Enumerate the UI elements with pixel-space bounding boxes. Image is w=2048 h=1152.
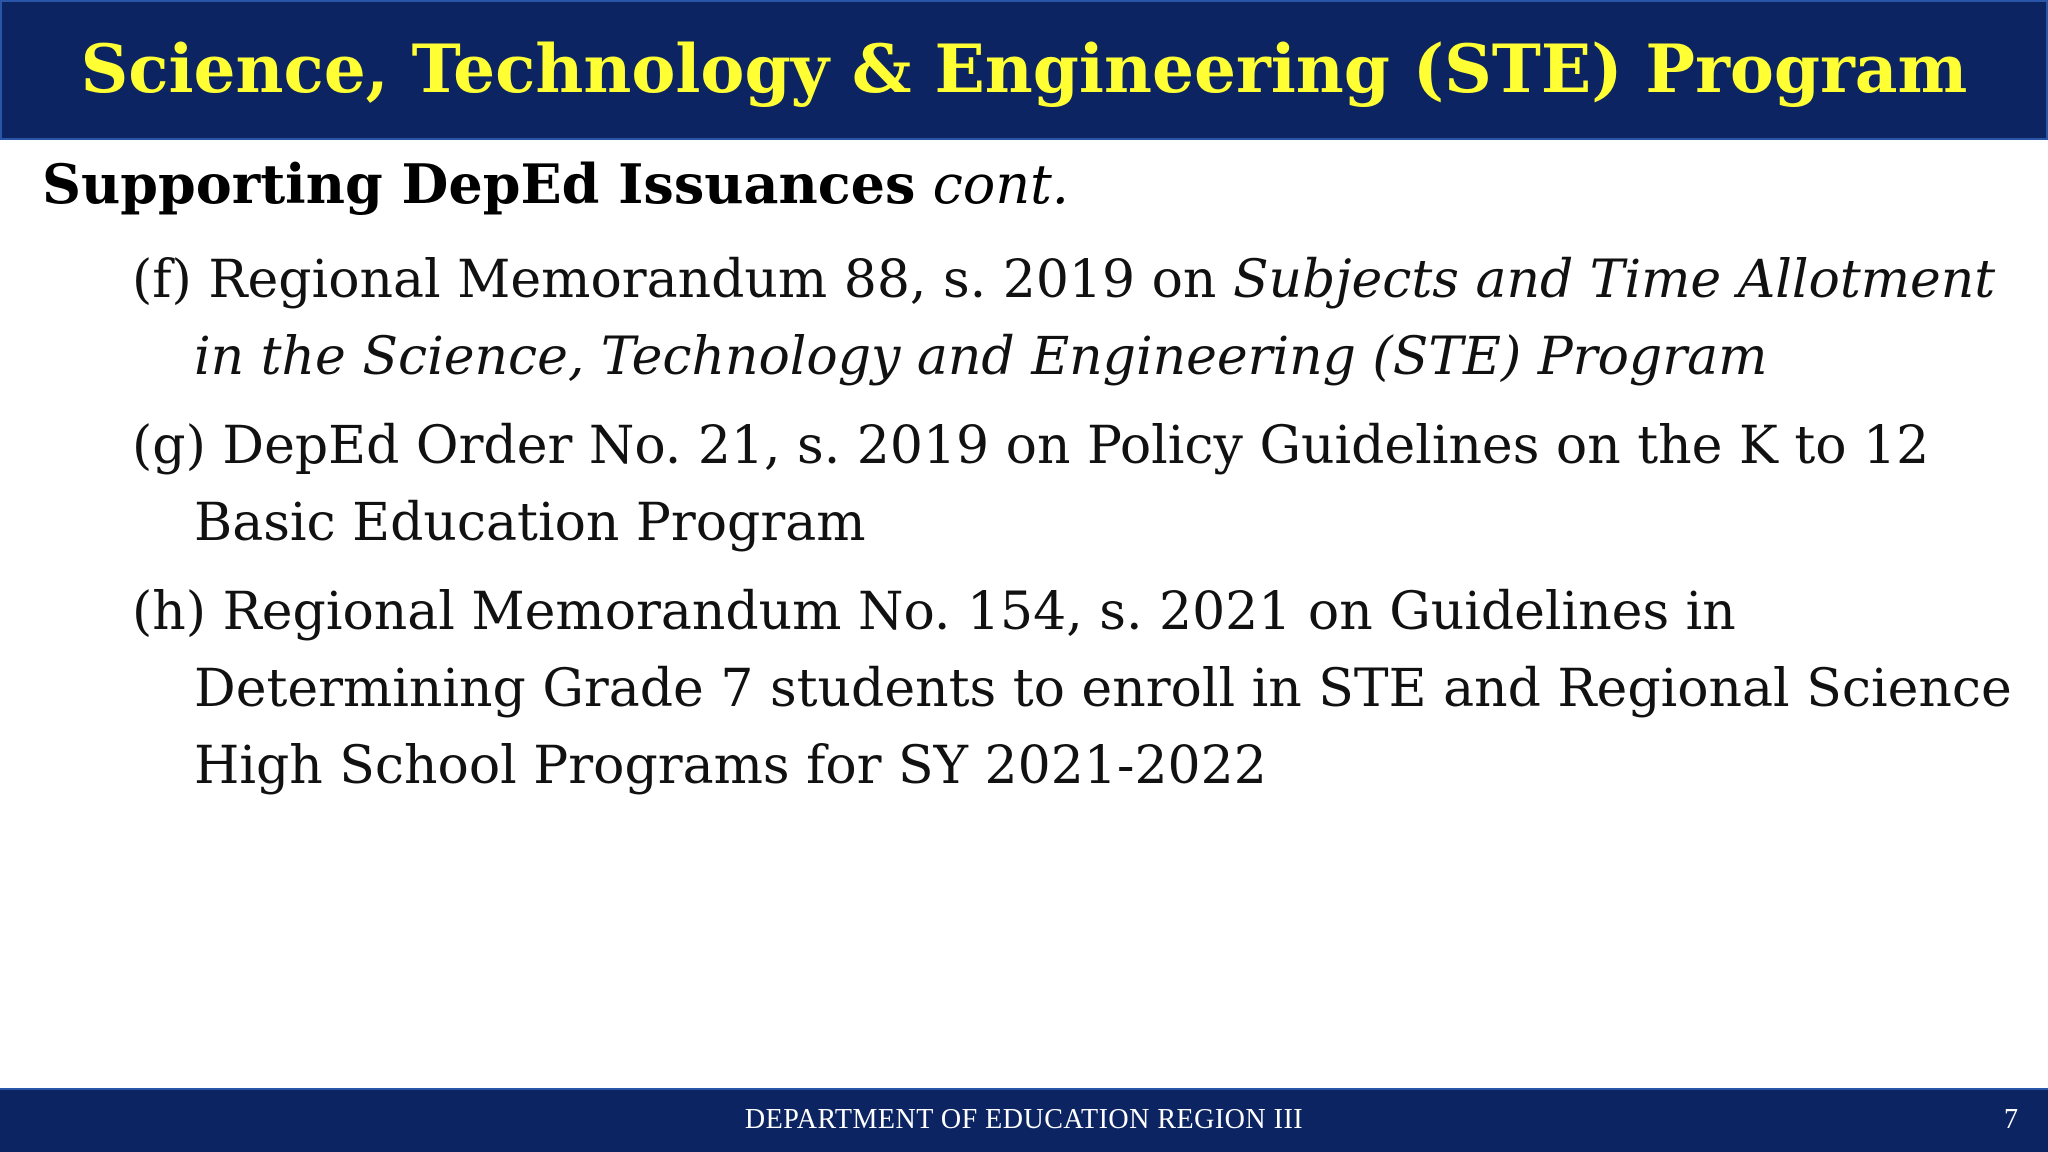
- item-label: (g): [132, 416, 206, 476]
- issuance-item-f: [132, 242, 2012, 396]
- issuance-item-g: [132, 408, 2012, 562]
- footer-text: DEPARTMENT OF EDUCATION REGION III: [744, 1104, 1304, 1135]
- issuance-list: [132, 242, 2012, 817]
- section-heading-bold: Supporting DepEd Issuances: [42, 152, 916, 216]
- page-number: 7: [2004, 1104, 2018, 1135]
- item-label: (h): [132, 582, 207, 642]
- title-bar: [0, 0, 2048, 140]
- section-heading: [42, 152, 1069, 216]
- item-emphasis: Subjects and Time Allotment in the Science, Technology and Engineering (STE) Program: [194, 250, 1996, 387]
- footer-bar: [0, 1088, 2048, 1152]
- item-text: Regional Memorandum No. 154, s. 2021 on Guidelines in Determining Grade 7 students to enroll in STE and Regional Science High School Programs for SY 2021-2022: [194, 582, 2012, 796]
- item-label: (f): [132, 250, 192, 310]
- issuance-item-h: [132, 574, 2012, 805]
- slide-title: Science, Technology & Engineering (STE) Program: [80, 30, 1968, 108]
- item-text: DepEd Order No. 21, s. 2019 on Policy Guidelines on the K to 12 Basic Education Program: [194, 416, 1930, 553]
- section-heading-italic: cont.: [932, 153, 1069, 216]
- item-text: Regional Memorandum 88, s. 2019 on: [208, 250, 1217, 310]
